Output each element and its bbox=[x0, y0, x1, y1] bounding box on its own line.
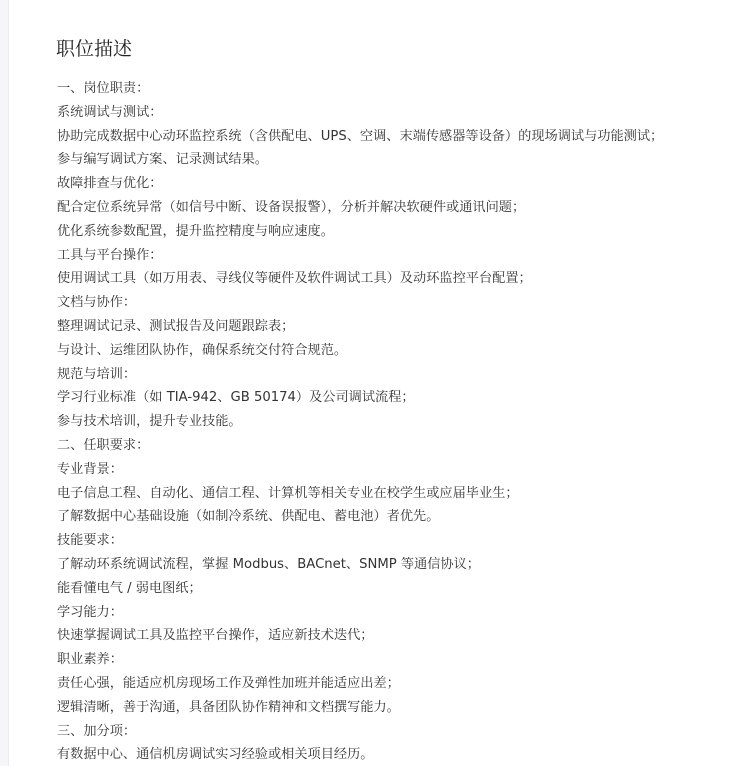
text-line: 优化系统参数配置，提升监控精度与响应速度。 bbox=[57, 223, 334, 239]
text-line: 电子信息工程、自动化、通信工程、计算机等相关专业在校学生或应届毕业生； bbox=[57, 485, 519, 501]
text-line: 一、岗位职责： bbox=[57, 81, 150, 96]
text-line: 专业背景： bbox=[57, 461, 123, 477]
text-line: 配合定位系统异常（如信号中断、设备误报警），分析并解决软硬件或通讯问题； bbox=[57, 199, 526, 215]
text-line: 协助完成数据中心动环监控系统（含供配电、UPS、空调、末端传感器等设备）的现场调试与功能测试； bbox=[57, 128, 664, 144]
job-description-body bbox=[57, 77, 734, 767]
text-line: 技能要求： bbox=[57, 533, 123, 549]
text-line: 整理调试记录、测试报告及问题跟踪表； bbox=[57, 318, 295, 334]
text-line: 能看懂电气 / 弱电图纸； bbox=[57, 580, 202, 596]
text-line: 快速掌握调试工具及监控平台操作，适应新技术迭代； bbox=[57, 628, 374, 644]
text-line: 学习能力： bbox=[57, 604, 123, 620]
left-border bbox=[0, 0, 9, 766]
page-title: 职位描述 bbox=[56, 37, 133, 60]
text-line: 二、任职要求： bbox=[57, 437, 150, 453]
text-line: 故障排查与优化： bbox=[57, 176, 163, 192]
text-line: 学习行业标准（如 TIA-942、GB 50174）及公司调试流程； bbox=[57, 390, 415, 406]
text-line: 逻辑清晰，善于沟通，具备团队协作精神和文档撰写能力。 bbox=[57, 699, 400, 715]
text-line: 了解数据中心基础设施（如制冷系统、供配电、蓄电池）者优先。 bbox=[57, 509, 440, 525]
text-line: 三、加分项： bbox=[57, 723, 137, 739]
text-line: 规范与培训： bbox=[57, 366, 137, 382]
text-line: 系统调试与测试： bbox=[57, 104, 163, 120]
text-line: 与设计、运维团队协作，确保系统交付符合规范。 bbox=[57, 342, 348, 358]
text-line: 责任心强，能适应机房现场工作及弹性加班并能适应出差； bbox=[57, 675, 400, 691]
text-line: 使用调试工具（如万用表、寻线仪等硬件及软件调试工具）及动环监控平台配置； bbox=[57, 271, 532, 287]
text-line: 参与编写调试方案、记录测试结果。 bbox=[57, 152, 268, 168]
text-line: 文档与协作： bbox=[57, 295, 137, 311]
text-line: 有数据中心、通信机房调试实习经验或相关项目经历。 bbox=[57, 747, 374, 763]
text-line: 参与技术培训，提升专业技能。 bbox=[57, 414, 242, 430]
text-line: 职业素养： bbox=[57, 652, 123, 668]
text-line: 了解动环系统调试流程，掌握 Modbus、BACnet、SNMP 等通信协议； bbox=[57, 556, 480, 572]
text-line: 工具与平台操作： bbox=[57, 247, 163, 263]
